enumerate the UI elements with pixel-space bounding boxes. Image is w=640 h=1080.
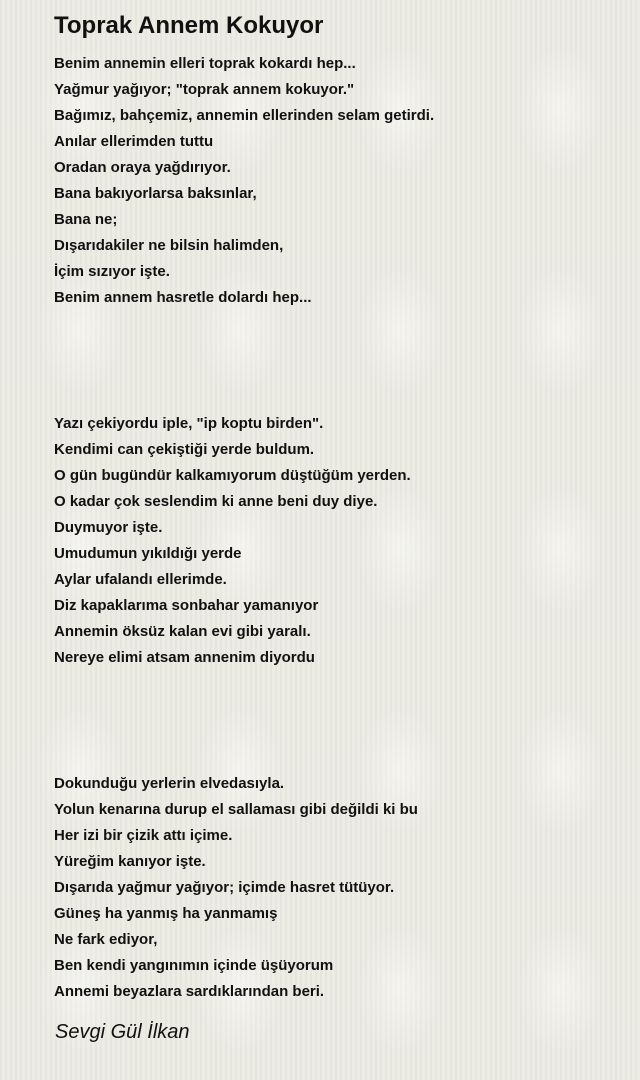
poem-line: Dışarıda yağmur yağıyor; içimde hasret tütüyor. xyxy=(54,879,395,896)
poem-line: Güneş ha yanmış ha yanmamış xyxy=(54,905,278,922)
poem-line: Benim annemin elleri toprak kokardı hep... xyxy=(54,55,356,72)
poem-line: Dışarıdakiler ne bilsin halimden, xyxy=(54,237,284,254)
poem-line: Yüreğim kanıyor işte. xyxy=(54,853,206,870)
poem-line: Yağmur yağıyor; "toprak annem kokuyor." xyxy=(54,81,355,98)
poem-author: Sevgi Gül İlkan xyxy=(55,1021,190,1043)
poem-line: Annemi beyazlara sardıklarından beri. xyxy=(54,983,325,1000)
poem-line: Aylar ufalandı ellerimde. xyxy=(54,571,227,588)
poem-line: Ben kendi yangınımın içinde üşüyorum xyxy=(54,957,334,974)
stanza-3 xyxy=(54,775,418,1009)
poem-line: Dokunduğu yerlerin elvedasıyla. xyxy=(54,775,285,792)
poem-line: Duymuyor işte. xyxy=(54,519,163,536)
poem-line: Umudumun yıkıldığı yerde xyxy=(54,545,242,562)
poem-line: Oradan oraya yağdırıyor. xyxy=(54,159,231,176)
poem-line: Yazı çekiyordu iple, "ip koptu birden". xyxy=(54,415,324,432)
poem-line: Bağımız, bahçemiz, annemin ellerinden selam getirdi. xyxy=(54,107,435,124)
poem-line: Bana bakıyorlarsa baksınlar, xyxy=(54,185,257,202)
stanza-2 xyxy=(54,415,411,675)
stanza-1 xyxy=(54,55,434,315)
poem-line: Bana ne; xyxy=(54,211,118,228)
poem-line: Annemin öksüz kalan evi gibi yaralı. xyxy=(54,623,311,640)
poem-line: O kadar çok seslendim ki anne beni duy diye. xyxy=(54,493,378,510)
poem-line: Her izi bir çizik attı içime. xyxy=(54,827,233,844)
poem-line: Benim annem hasretle dolardı hep... xyxy=(54,289,312,306)
poem-line: Ne fark ediyor, xyxy=(54,931,158,948)
poem-line: Anılar ellerimden tuttu xyxy=(54,133,214,150)
poem-line: İçim sızıyor işte. xyxy=(54,263,170,280)
poem-line: Yolun kenarına durup el sallaması gibi değildi ki bu xyxy=(54,801,418,818)
poem-line: Kendimi can çekiştiği yerde buldum. xyxy=(54,441,315,458)
poem-line: O gün bugündür kalkamıyorum düştüğüm yerden. xyxy=(54,467,411,484)
poem-line: Diz kapaklarıma sonbahar yamanıyor xyxy=(54,597,319,614)
poem-line: Nereye elimi atsam annenim diyordu xyxy=(54,649,315,666)
poem-title: Toprak Annem Kokuyor xyxy=(54,12,324,39)
